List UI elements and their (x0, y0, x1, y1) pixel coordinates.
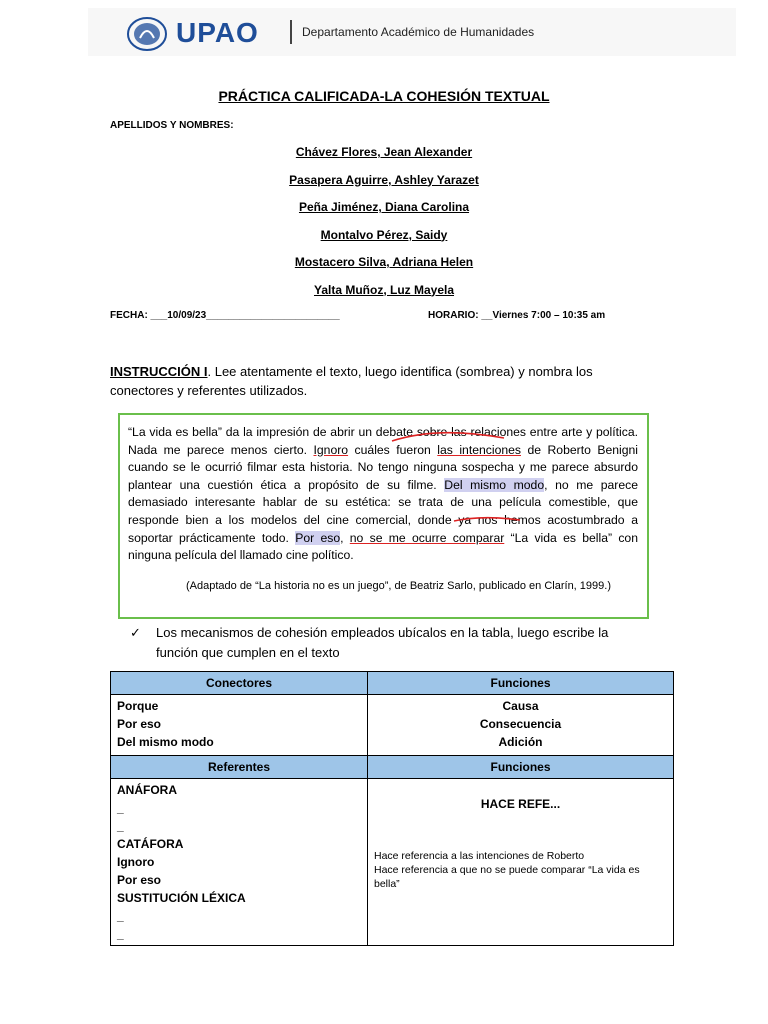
referent-ignoro: Ignoro (313, 442, 349, 457)
function-item: Causa (502, 699, 539, 713)
student-name: Mostacero Silva, Adriana Helen (294, 255, 474, 269)
checklist-item (132, 623, 648, 663)
function-item: Consecuencia (479, 717, 562, 731)
header-funciones: Funciones (368, 672, 674, 695)
checkmark-icon: ✓ (130, 625, 141, 640)
student-name: Chávez Flores, Jean Alexander (295, 145, 473, 159)
referent-item: Ignoro (117, 855, 155, 869)
referent-intenciones: las intenciones (437, 442, 521, 457)
passage-text: , (340, 530, 350, 545)
cohesion-table (110, 671, 674, 946)
referent-note: Hace referencia a que no se puede comparar “La vida es bella” (374, 864, 640, 890)
page-title: PRÁCTICA CALIFICADA-LA COHESIÓN TEXTUAL (218, 88, 550, 104)
names-label: APELLIDOS Y NOMBRES: (110, 120, 234, 131)
checklist-text: Los mecanismos de cohesión empleados ubícalos en la tabla, luego escribe la función que cumplen en el texto (156, 625, 609, 660)
red-strike-mark (452, 513, 522, 525)
red-arc-mark (388, 428, 508, 444)
instruction-text: . Lee atentamente el texto, luego identifica (sombrea) y nombra los conectores y referentes utilizados. (110, 364, 593, 398)
connector-del-mismo-modo: Del mismo modo (444, 477, 545, 492)
student-names-list (0, 144, 768, 309)
department-name: Departamento Académico de Humanidades (302, 25, 535, 39)
instruction-label: INSTRUCCIÓN I (110, 364, 208, 379)
student-name: Pasapera Aguirre, Ashley Yarazet (289, 172, 479, 187)
hace-referencia-heading: HACE REFE... (480, 797, 561, 811)
connector-item: Por eso (117, 717, 162, 731)
passage-text: cuáles fueron (348, 442, 438, 457)
referents-cell (111, 779, 368, 946)
instruction-paragraph (110, 362, 644, 400)
referent-item: _ (117, 909, 124, 923)
citation: (Adaptado de “La historia no es un juego”, de Beatriz Sarlo, publicado en Clarín, 1999.) (186, 580, 611, 592)
reading-passage (128, 424, 638, 565)
connector-por-eso: Por eso (295, 530, 341, 545)
functions-cell (368, 695, 674, 756)
connector-item: Porque (117, 699, 159, 713)
connector-item: Del mismo modo (117, 735, 214, 749)
brand-separator (290, 20, 292, 44)
student-name: Yalta Muñoz, Luz Mayela (313, 282, 455, 297)
date-field: FECHA: ___10/09/23________________________ (110, 310, 340, 321)
referent-item: _ (117, 819, 124, 833)
student-name: Peña Jiménez, Diana Carolina (298, 200, 470, 214)
university-seal-logo (126, 16, 168, 52)
passage-text: “La vida es bella” con ninguna película del llamado cine político. (128, 530, 638, 563)
referent-item: _ (117, 927, 124, 941)
student-name: Montalvo Pérez, Saidy (320, 227, 448, 242)
header-conectores: Conectores (111, 672, 368, 695)
referent-no-se: no se me ocurre comparar (349, 530, 505, 545)
referent-note: Hace referencia a las intenciones de Roberto (374, 850, 585, 862)
header-referentes: Referentes (111, 756, 368, 779)
brand-name: UPAO (176, 17, 259, 48)
referent-notes (374, 849, 667, 891)
header-funciones-2: Funciones (368, 756, 674, 779)
referent-functions-cell (368, 779, 674, 946)
passage-text: , no me parece demasiado interesante hablar de su estética: se trata de una película comestible, que responde bien a los modelos del cine comercial, donde ya nos hemos acostumbrado a soportar prácticamente todo. (128, 477, 639, 545)
referent-item: CATÁFORA (117, 837, 184, 851)
passage-text: “La vida es bella” da la impresión de abrir un debate sobre las relaciones entre arte y política. Nada me parece menos cierto. (128, 425, 638, 457)
connectors-cell (111, 695, 368, 756)
referent-item: _ (117, 801, 124, 815)
referent-item: ANÁFORA (117, 783, 177, 797)
schedule-field: HORARIO: __Viernes 7:00 – 10:35 am (428, 310, 606, 321)
referent-item: Por eso (117, 873, 162, 887)
function-item: Adición (498, 735, 543, 749)
passage-text: de Roberto Benigni cuando se le ocurrió filmar esta historia. No tengo ninguna sospecha y me parece absurdo plantear una cuestión ética a propósito de su filme. (128, 442, 639, 492)
referent-item: SUSTITUCIÓN LÉXICA (117, 891, 246, 905)
